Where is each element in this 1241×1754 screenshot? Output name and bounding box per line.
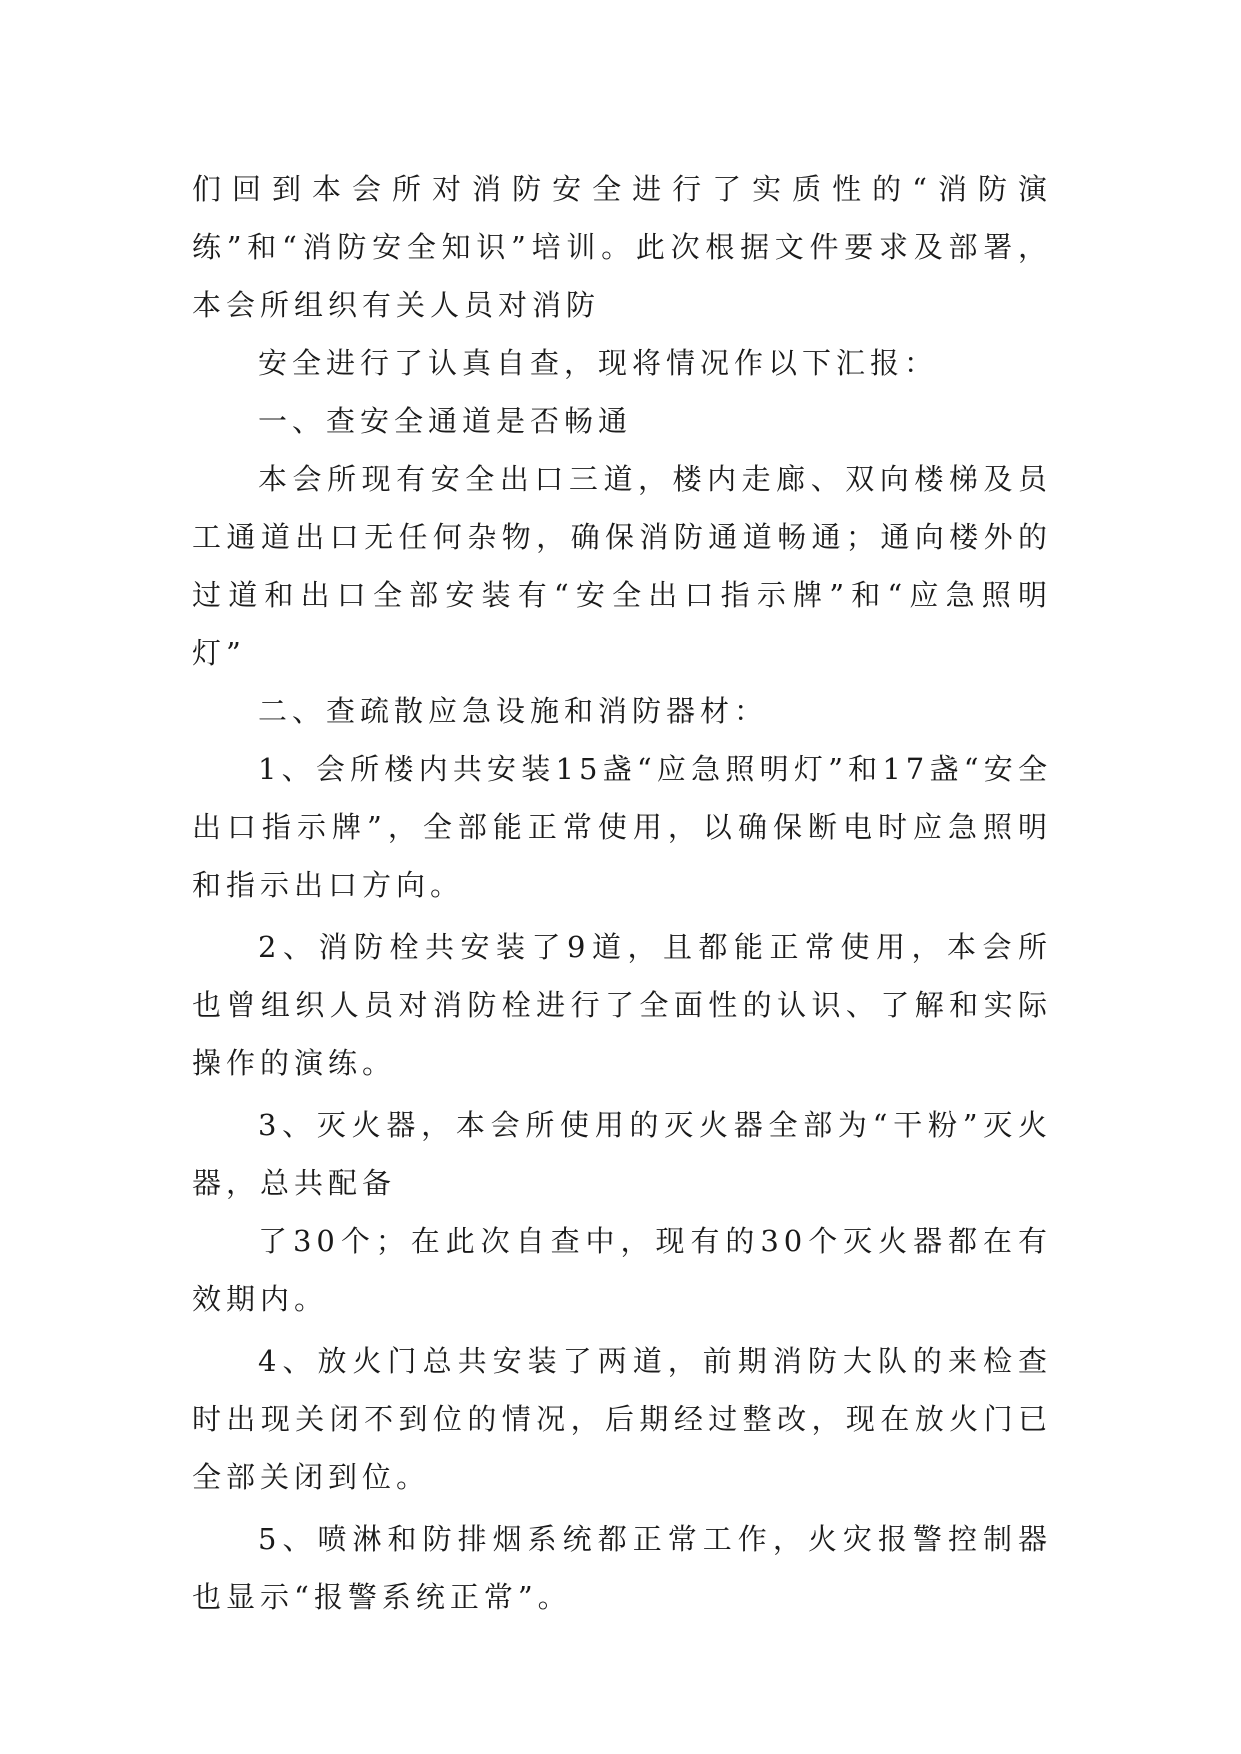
paragraph-item-4: 4、放火门总共安装了两道，前期消防大队的来检查时出现关闭不到位的情况，后期经过整改，现在放火门已全部关闭到位。 <box>192 1344 1052 1494</box>
paragraph-intro: 们回到本会所对消防安全进行了实质性的“消防演练”和“消防安全知识”培训。此次根据文件要求及部署，本会所组织有关人员对消防 <box>192 172 1052 322</box>
paragraph-summary: 安全进行了认真自查，现将情况作以下汇报： <box>258 346 939 380</box>
heading-section-1: 一、查安全通道是否畅通 <box>258 404 633 438</box>
heading-section-2: 二、查疏散应急设施和消防器材： <box>258 694 769 728</box>
paragraph-item-1: 1、会所楼内共安装15盏“应急照明灯”和17盏“安全出口指示牌”，全部能正常使用，以确保断电时应急照明和指示出口方向。 <box>192 752 1052 902</box>
document-body <box>192 160 1052 1626</box>
paragraph-item-2: 2、消防栓共安装了9道，且都能正常使用，本会所也曾组织人员对消防栓进行了全面性的认识、了解和实际操作的演练。 <box>192 930 1052 1080</box>
paragraph-item-3-cont: 了30个；在此次自查中，现有的30个灭火器都在有效期内。 <box>192 1224 1052 1316</box>
paragraph-item-5: 5、喷淋和防排烟系统都正常工作，火灾报警控制器也显示“报警系统正常”。 <box>192 1522 1052 1614</box>
paragraph-exits: 本会所现有安全出口三道，楼内走廊、双向楼梯及员工通道出口无任何杂物，确保消防通道畅通；通向楼外的过道和出口全部安装有“安全出口指示牌”和“应急照明灯” <box>192 462 1052 670</box>
paragraph-item-3: 3、灭火器，本会所使用的灭火器全部为“干粉”灭火器，总共配备 <box>192 1108 1052 1200</box>
